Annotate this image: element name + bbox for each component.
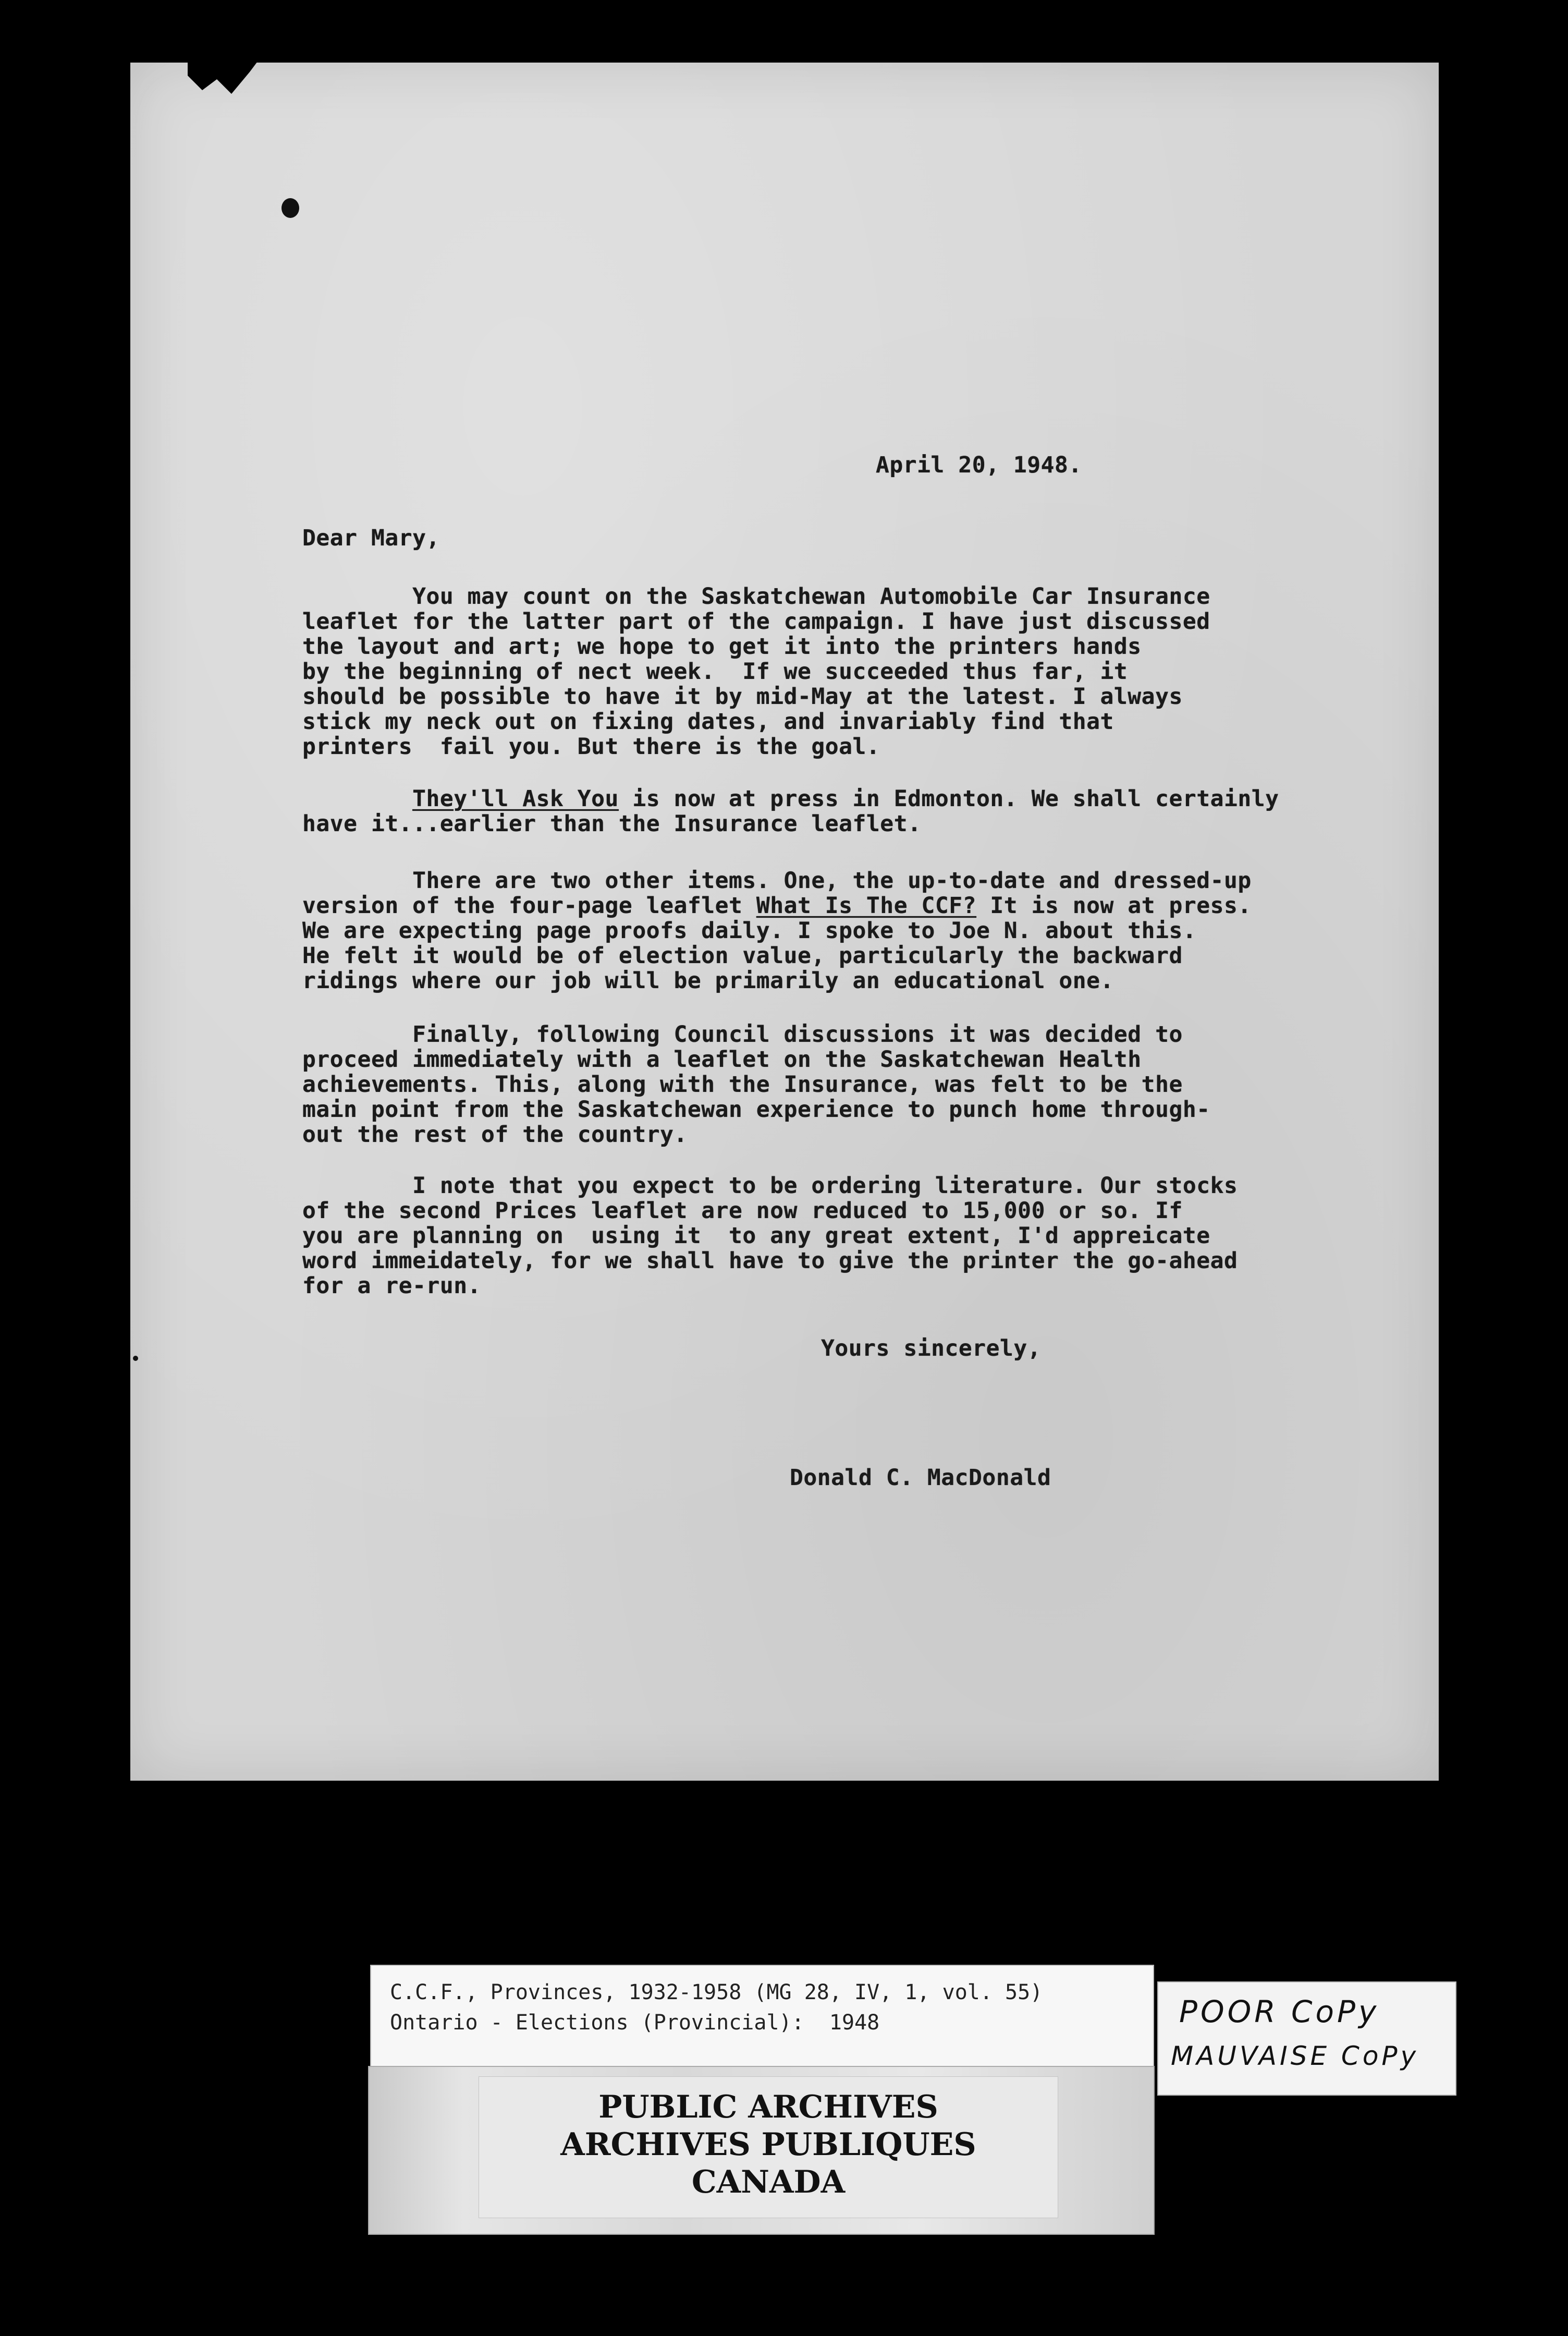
ink-spot: [133, 1356, 138, 1361]
note-line: MAUVAISE CoPy: [1171, 2041, 1419, 2071]
paragraph-line: have it...earlier than the Insurance leaflet.: [302, 811, 922, 837]
paragraph-5: [302, 1173, 1397, 1298]
salutation: Dear Mary,: [302, 525, 440, 551]
paragraph-line: I note that you expect to be ordering literature. Our stocks: [302, 1173, 1238, 1199]
paragraph-line: They'll Ask You is now at press in Edmonton. We shall certainly: [412, 786, 1279, 812]
letter-date: April 20, 1948.: [876, 452, 1082, 478]
poor-copy-note: [1157, 1981, 1456, 2096]
paragraph-line: main point from the Saskatchewan experience to punch home through-: [302, 1097, 1210, 1123]
note-line: POOR CoPy: [1179, 1994, 1380, 2029]
paragraph-line: of the second Prices leaflet are now reduced to 15,000 or so. If: [302, 1198, 1183, 1224]
paragraph-line: printers fail you. But there is the goal.: [302, 734, 880, 760]
signature: Donald C. MacDonald: [790, 1465, 1051, 1491]
paragraph-2: [302, 786, 1397, 836]
archive-reference-label: [370, 1965, 1154, 2071]
paragraph-3: [302, 868, 1397, 993]
stamp-panel: [479, 2076, 1058, 2218]
public-archives-stamp: [368, 2066, 1155, 2235]
archive-reference-line: C.C.F., Provinces, 1932-1958 (MG 28, IV, 1, vol. 55): [390, 1980, 1043, 2004]
paragraph-line: You may count on the Saskatchewan Automobile Car Insurance: [302, 583, 1210, 610]
paragraph-line: the layout and art; we hope to get it into the printers hands: [302, 634, 1142, 660]
stamp-line: PUBLIC ARCHIVES: [598, 2089, 938, 2125]
paragraph-line: Finally, following Council discussions it was decided to: [302, 1021, 1183, 1048]
paragraph-line: leaflet for the latter part of the campaign. I have just discussed: [302, 609, 1210, 635]
paragraph-line: achievements. This, along with the Insurance, was felt to be the: [302, 1072, 1183, 1098]
paragraph-4: [302, 1022, 1397, 1147]
paragraph-line: should be possible to have it by mid-May at the latest. I always: [302, 684, 1183, 710]
leaflet-title-theyll-ask-you: They'll Ask You: [412, 786, 619, 812]
paragraph-line: by the beginning of nect week. If we succeeded thus far, it: [302, 659, 1128, 685]
paragraph-line: out the rest of the country.: [302, 1122, 688, 1148]
torn-corner: [188, 57, 261, 94]
paragraph-line: stick my neck out on fixing dates, and invariably find that: [302, 709, 1114, 735]
leaflet-title-what-is-the-ccf: What Is The CCF?: [756, 893, 977, 919]
paragraph-line: word immeidately, for we shall have to give the printer the go-ahead: [302, 1248, 1238, 1274]
paragraph-1: [302, 584, 1397, 759]
paragraph-line: There are two other items. One, the up-to-date and dressed-up: [302, 868, 1252, 894]
closing: Yours sincerely,: [821, 1335, 1042, 1361]
paragraph-line: version of the four-page leaflet What Is The CCF? It is now at press.: [302, 893, 1252, 919]
archive-reference-line: Ontario - Elections (Provincial): 1948: [390, 2011, 880, 2035]
paragraph-line: ridings where our job will be primarily an educational one.: [302, 968, 1114, 994]
paragraph-line: for a re-run.: [302, 1273, 482, 1299]
stamp-line: CANADA: [691, 2164, 846, 2200]
paragraph-line: He felt it would be of election value, particularly the backward: [302, 943, 1183, 969]
ink-spot: [281, 198, 299, 218]
stamp-line: ARCHIVES PUBLIQUES: [560, 2126, 976, 2163]
paragraph-line: We are expecting page proofs daily. I spoke to Joe N. about this.: [302, 918, 1197, 944]
paragraph-line: proceed immediately with a leaflet on the Saskatchewan Health: [302, 1047, 1142, 1073]
paragraph-line: you are planning on using it to any great extent, I'd appreicate: [302, 1223, 1210, 1249]
